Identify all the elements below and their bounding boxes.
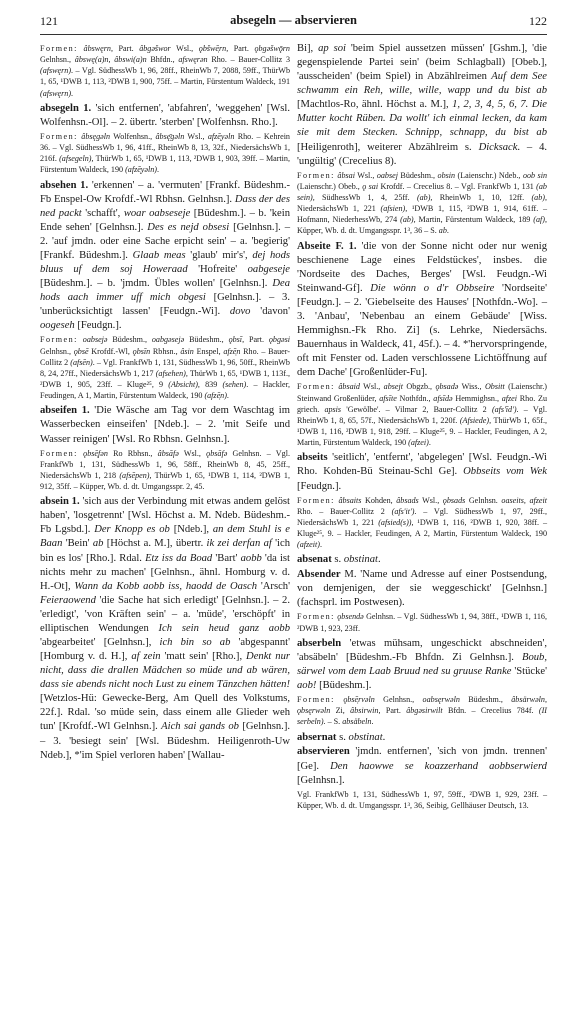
entry-text: [Büdeshm.]. xyxy=(316,680,372,692)
headword: absegeln 1. xyxy=(40,102,92,114)
italic-text: oob sin xyxy=(522,170,547,180)
entry-text: [Feudgn.]. xyxy=(297,480,342,492)
italic-text: âsin xyxy=(180,346,194,356)
entry-text: 'Gewölbe'. – Vilmar 2, Bauer-Collitz 2 xyxy=(341,404,492,414)
entry-text: Wsl., xyxy=(354,170,377,180)
italic-text: afzei xyxy=(501,393,518,403)
entry-text: [Gelnhsn.]. xyxy=(297,774,345,786)
italic-text: afzē̜n xyxy=(223,346,241,356)
forms-label: Formen: xyxy=(297,382,335,392)
italic-text: âbsaits xyxy=(338,495,362,505)
dictionary-entry xyxy=(297,745,547,787)
italic-text: obstinat xyxy=(348,731,383,743)
entry-text: , Part. xyxy=(378,706,407,716)
italic-text: âbsęgəln xyxy=(81,131,111,141)
italic-text: oogeseh xyxy=(40,320,75,332)
italic-text: dovo xyxy=(229,306,251,318)
italic-text: ǫbsadə xyxy=(435,382,459,392)
entry-text: . – Vgl. FrankfWb 1, 131, SüdhessWb 1, 96, 50ff., RheinWb 8, 24, 27ff., NiedersächsWb 1, 217 xyxy=(40,357,290,378)
page-number-left: 121 xyxy=(40,14,58,28)
dictionary-entry xyxy=(40,495,290,762)
italic-text: Der Knopp es ob xyxy=(94,524,170,536)
italic-text: (II serbeln) xyxy=(297,706,547,727)
entry-text: Gelnhsn. xyxy=(465,495,502,505)
italic-text: afsīte xyxy=(379,393,397,403)
entry-text: 'matt sein' [Rho.], xyxy=(160,651,247,663)
entry-text: 'Bein' xyxy=(62,538,93,550)
forms-label: Formen: xyxy=(297,612,335,622)
italic-text: (afs'īd') xyxy=(491,404,517,414)
italic-text: ǫbsē xyxy=(73,346,89,356)
dictionary-entry xyxy=(297,637,547,693)
italic-text: afswęrən xyxy=(178,55,208,65)
entry-text: , ¹DWB 1, 116, ²DWB 1, 920, 38ff. – Kluge²⁵, 9. – Hackler, Feudingen, A 2, Martin, Fürstentum Waldeck, 190 xyxy=(297,517,547,539)
entry-text: . xyxy=(319,540,322,550)
italic-text: (afsien) xyxy=(380,204,406,214)
italic-text: oabsejə xyxy=(82,335,108,345)
forms-label: Formen: xyxy=(40,44,78,53)
headword: abserbeln xyxy=(297,637,342,649)
entry-text: , 839 xyxy=(197,380,223,390)
entry-text: 'sich aus der Verbindung mit etwas andem gelöst haben', 'losgetrennt' [Wsl. Höchst a. M. Ndeb. Büdeshm.-Fb Lgsbd.]. xyxy=(40,496,290,536)
entry-text: 'abgespannt' [Homburg v. d. H.], xyxy=(40,637,290,663)
italic-text: ǫ sai xyxy=(362,181,379,191)
italic-text: af zein xyxy=(131,651,161,663)
headword: abservieren xyxy=(297,746,350,758)
italic-text: ab xyxy=(92,538,104,550)
italic-text: Feieraowend xyxy=(40,594,96,606)
entry-text: [Ndeb.], xyxy=(169,524,213,536)
italic-text: Obsitt xyxy=(484,382,505,392)
entry-text: . – 4. 'ungültig' (Crecelius 8). xyxy=(297,141,548,167)
italic-text: (Absicht) xyxy=(168,380,198,390)
entry-text: Kohden, xyxy=(361,495,397,505)
entry-text: . xyxy=(446,226,449,236)
entry-text: Bfdn. – Crecelius 784f. xyxy=(442,706,539,716)
running-title: absegeln — abservieren xyxy=(230,13,357,27)
entry-text: , xyxy=(523,495,530,505)
entry-text: [Gelnhsn.]. – 3. 'unberücksichtigt lassen' [Feudgn.-Wi]. xyxy=(40,292,290,318)
right-column xyxy=(297,42,547,814)
entry-text: . xyxy=(428,438,431,448)
italic-text: afzeit xyxy=(529,495,547,505)
italic-text: (ab) xyxy=(416,193,431,203)
italic-text: oabsej xyxy=(376,170,398,180)
entry-text: Obgzb., xyxy=(403,382,436,392)
italic-text: absejt xyxy=(383,382,404,392)
entry-text: 'da ist nichts mehr zu machen' [Gelnhsn., ähnl. Homburg v. d. H.-Ot], xyxy=(40,552,291,592)
italic-text: afsīdə xyxy=(433,393,453,403)
entry-text: 'Stücke' xyxy=(511,665,547,677)
headword: abseits xyxy=(297,452,328,464)
italic-text: (afswęrn) xyxy=(40,66,72,76)
entry-text: [Wetzlos-Hü: Gewecke-Berg, Am Quell des Volkstums, 22f.]. Rdal. 'so müde sein, dass einem alle Glieder weh tun' [Krofdf.-Wl Gelnhsn.]. xyxy=(40,693,290,733)
entry-text: 'Arsch' xyxy=(257,580,290,592)
entry-text: Wsl., xyxy=(178,448,207,458)
italic-text: apsis xyxy=(324,404,342,414)
forms-block xyxy=(40,43,290,99)
entry-text: , ThürWb 1, 65, ¹DWB 1, 113, ²DWB 1, 903, 39ff. – Martin, Fürstentum Waldeck, 190 xyxy=(40,154,290,175)
forms-block xyxy=(297,694,547,727)
page-number-right: 122 xyxy=(529,14,547,28)
entry-text: Büdeshm., xyxy=(107,335,152,345)
italic-text: (afsehen) xyxy=(155,368,186,378)
entry-text: Enspel, xyxy=(193,346,224,356)
italic-text: (af) xyxy=(533,215,545,225)
entry-text: Gelnhsn. – Vgl. FrankfWb 1, 131, SüdhessWb 1, 96, 58ff., RheinWb 8, 45, 25ff., NiedersächsWb 1, 218 xyxy=(40,448,290,480)
italic-text: âbsāfə xyxy=(157,448,179,458)
headword: Abseite F. 1. xyxy=(297,240,357,252)
entry-text: , SüdhessWb 1, 4, 25ff. xyxy=(312,193,417,203)
entry-text: , ThürWb 1, 65f., ¹DWB 1, 116, ²DWB 1, 918, 29ff. – Kluge²⁵, 9. – Hackler, Feudingen, A 2, Martin, Fürstentum Waldeck, 190 xyxy=(297,415,547,448)
italic-text: Obbseits vom Wek xyxy=(463,466,548,478)
italic-text: (ab) xyxy=(531,193,545,203)
entry-text: , xyxy=(544,695,547,705)
italic-text: obsin xyxy=(437,170,456,180)
entry-text: , Küpper, Wb. d. dt. Umgangsspr. 1³, 36 – S. xyxy=(297,215,547,236)
entry-text: 'seitlich', 'entfernt', 'abgelegen' [Wsl. Feudgn.-Wi Rho. Kohden-Bü Steinau-Schl Ge]. xyxy=(297,452,547,478)
entry-text: Wsl., xyxy=(418,495,443,505)
entry-text: 'Nordseite' [Feudgn.]. – 2. 'Giebelseite des Hauses' [Nothfdn.-Wo]. – 3. 'Anbau', 'Nebenbau an einem Gebäude' [Wiss. Hemmighsn.-Fk Rho. Zi] (s. Lehrke, Niedersächs. Bauernhaus in Waldeck, 41, 45f.). – 4. *'hervorspringende, oft mit Fenster od. Laden verschlossene Lichtöffnung auf dem Dache' [Großenlüder-Fu]. xyxy=(297,282,547,379)
entry-text: Rho. – Bauer-Collitz 3 xyxy=(207,55,291,65)
entry-text: 'ich bin es los' [Rho.]. Rdal. xyxy=(40,538,290,564)
italic-text: âbsaid xyxy=(338,382,360,392)
entry-text: Rho. – Bauer-Collitz 2 xyxy=(40,346,290,367)
italic-text: Glaab meas xyxy=(132,249,186,261)
entry-text: (Laienschr.) Obeb., xyxy=(297,181,363,191)
forms-label: Formen: xyxy=(40,448,78,458)
entry-text: Rho. Zu griech. xyxy=(297,393,548,414)
entry-text: . xyxy=(371,717,374,727)
entry-text: , Part. xyxy=(242,335,269,345)
forms-block xyxy=(40,334,290,401)
italic-text: Dea hods aach immer uff mich obgesi xyxy=(40,278,290,304)
entry-text: Nothfdn., xyxy=(396,393,434,403)
forms-label: Formen: xyxy=(297,170,335,180)
italic-text: Aich sai gands ob xyxy=(161,721,239,733)
italic-text: Wann da Kobb aobb iss, haodd de Oasch xyxy=(74,580,258,592)
entry-text: 'die von der Sonne nicht oder nur wenig beschienene Lage eines Feldstückes', insbes. die 'Nordseite des Daches, Berges' [Wsl. Feudgn.-Wi Steinwand-Gf]. xyxy=(297,240,547,294)
running-header xyxy=(40,14,547,30)
entry-text: [Gelnhsn.]. – 3. 'besiegt sein' [Wsl. Büdeshm. Heiligenroth-Uw Ndeb.], *'im Spiel verloren haben' [Wallau- xyxy=(40,721,290,761)
italic-text: woar oabseseje xyxy=(123,207,191,219)
italic-text: oaseits xyxy=(501,495,524,505)
entry-text: . – Vgl. SüdhessWb 1, 96, 28ff., RheinWb 7, 2088, 59ff., ThürWb 1, 65, ¹DWB 1, 113, ²DWB 1, 900, 75ff. – Martin, Fürstentum Waldeck, 191 xyxy=(40,66,290,87)
forms-block xyxy=(40,131,290,176)
entry-text: Wolfenhsn., xyxy=(110,131,156,141)
italic-text: ap soi xyxy=(318,43,346,54)
forms-block xyxy=(297,789,547,811)
italic-text: âbsirwin xyxy=(350,706,379,716)
italic-text: ab xyxy=(438,226,447,236)
italic-text: (sehen) xyxy=(222,380,247,390)
entry-text: . xyxy=(226,391,229,401)
entry-text: . xyxy=(157,165,160,175)
italic-text: oabgeseje xyxy=(247,264,290,276)
italic-text: Die wönn o d'r Obbseire xyxy=(370,282,495,294)
entry-text: Krofdf.-Wl, xyxy=(88,346,133,356)
entry-text: Wiss., xyxy=(458,382,485,392)
left-column xyxy=(40,42,290,764)
entry-text: 'glaub' mir's', xyxy=(185,249,253,261)
italic-text: aobb xyxy=(240,552,262,564)
forms-block xyxy=(40,448,290,493)
entry-text: Büdeshm., xyxy=(459,695,512,705)
entry-text: (Laienschr.) Ndeb., xyxy=(455,170,523,180)
italic-text: ǫbsads xyxy=(442,495,466,505)
headword: absenat xyxy=(297,554,332,566)
entry-text: 'jmdn. entfernen', 'sich von jmdn. trennen' [Ge]. xyxy=(297,746,547,772)
forms-block xyxy=(297,170,547,237)
entry-text: [Höchst a. M.], übertr. xyxy=(103,538,207,550)
entry-text: , NiedersächsWb 1, 221 xyxy=(297,193,547,214)
italic-text: (afsegeln) xyxy=(59,154,92,164)
dictionary-entry xyxy=(40,404,290,446)
italic-text: ǫbsē̜rvəln xyxy=(343,695,375,705)
entry-text: 'sich entfernen', 'abfahren', 'weggehen' [Wsl. Wolfenhsn.-Ol]. – 2. übertr. 'sterben' [Wolfenhsn. Rho.]. xyxy=(40,102,290,128)
entry-text: 'erkennen' – a. 'vermuten' [Frankf. Büdeshm.-Fb Enspel-Ow Krofdf.-Wl Rbhsn. Gelnhsn.]. xyxy=(40,179,290,205)
entry-text: Büdeshm., xyxy=(397,170,438,180)
italic-text: (afs'it') xyxy=(391,506,415,516)
italic-text: (afsied(s)) xyxy=(378,517,412,527)
entry-text: 'davon' xyxy=(250,306,290,318)
entry-text: Gelnhsn., xyxy=(40,55,75,65)
italic-text: ǫbgəsi xyxy=(268,335,290,345)
italic-text: âbsärwəln xyxy=(511,695,545,705)
headword: absein 1. xyxy=(40,496,80,508)
entry-text: [Machtlos-Ro, ähnl. Höchst a. M.], xyxy=(297,99,453,111)
forms-label: Formen: xyxy=(40,335,78,345)
entry-text: Rbhsn., xyxy=(150,346,181,356)
dictionary-entry xyxy=(297,553,547,567)
italic-text: âbsai xyxy=(337,170,355,180)
entry-text: s. xyxy=(336,731,349,743)
entry-text: Hemmighsn., xyxy=(452,393,502,403)
entry-text: Rho. – Bauer-Collitz 2 xyxy=(297,506,392,516)
headword: abseifen 1. xyxy=(40,405,90,417)
italic-text: ǫbsendə xyxy=(337,612,364,622)
forms-label: Formen: xyxy=(297,695,335,705)
entry-text: Wsl., xyxy=(170,44,199,53)
entry-text: 'Bart' xyxy=(212,552,241,564)
italic-text: Auf dem See schwamm ein Reh, wille, wille, wapp und du bist ab xyxy=(297,71,548,97)
italic-text: Denkt nur nicht, dass die drallen Mädchen so müde und ab wären, dass sie abends nicht noch Lust zu einem Tänzchen hätten! xyxy=(40,651,290,691)
entry-text: M. 'Name und Adresse auf einer Postsendung, von demjenigen, der sie weggeschickt' [Gelnhsn.] (fachsprl. im Postwesen). xyxy=(297,569,547,609)
entry-text: 'Die Wäsche am Tag vor dem Waschtag im Wasserbecken einseifen' [Ndeb.]. – 2. 'mit Seife und Wasser reinigen' [Wsl. Ro Rbhsn. Gelnhsn.]. xyxy=(40,405,290,445)
italic-text: (afzē̜n) xyxy=(204,391,227,401)
italic-text: Dass der des ned packt xyxy=(40,193,290,219)
dictionary-entry xyxy=(297,568,547,610)
entry-text: . xyxy=(377,554,381,566)
entry-text: , Martin, Fürstentum Waldeck, 189 xyxy=(413,215,534,225)
dictionary-entry xyxy=(297,240,547,381)
italic-text: Etz iss da Boad xyxy=(145,552,213,564)
entry-text: Gelnhsn., xyxy=(40,346,74,356)
italic-text: (afsēpen) xyxy=(119,470,150,480)
entry-text: . – Vgl. RheinWb 1, 8, 65, 57f., NiedersächsWb 1, 220f. xyxy=(297,404,547,425)
italic-text: Boub, särwel vom dem Laab Bruud ned su gruuse Ranke xyxy=(297,651,547,677)
dictionary-entry xyxy=(40,102,290,130)
forms-block xyxy=(297,495,547,551)
headword: absehen 1. xyxy=(40,179,89,191)
entry-text: . – Hackler, Feudingen, A 1, Martin, Fürstentum Waldeck, 190 xyxy=(40,380,290,401)
entry-text: [Heiligenroth], weiterer Abzählreim s. xyxy=(297,141,479,153)
entry-text: Gelnhsn., xyxy=(374,695,423,705)
italic-text: Ich sein heud ganz aobb xyxy=(158,622,290,634)
italic-text: Des es nejd obsesi xyxy=(147,221,230,233)
dictionary-entry xyxy=(40,179,290,334)
entry-text: Wsl., xyxy=(359,382,384,392)
entry-text: 'abgearbeitet' [Gelnhsn.], xyxy=(40,637,160,648)
italic-text: (afzei) xyxy=(408,438,429,448)
entry-text: Büdeshm., xyxy=(184,335,229,345)
entry-text: 'etwas mühsam, ungeschickt abschneiden', 'absäbeln' [Büdeshm.-Fb Bhfdn. Zi Gelnhsn.]. xyxy=(297,637,547,663)
entry-text: [Büdeshm.]. – b. 'kein Ende sehen' [Gelnhsn.]. xyxy=(40,207,290,233)
italic-text: oabgəsejə xyxy=(151,335,185,345)
forms-label: Formen: xyxy=(297,495,335,505)
italic-text: Dicksack xyxy=(478,141,518,153)
entry-text: . – S. xyxy=(323,717,343,727)
entry-text: 'schafft', xyxy=(81,207,124,219)
entry-text: Ro Rbhsn., xyxy=(107,448,158,458)
entry-text: . – Vgl. SüdhessWb 1, 97, 29ff., NiedersächsWb 1, 221 xyxy=(297,506,547,527)
forms-block xyxy=(297,611,547,633)
entry-text: [Feudgn.]. xyxy=(74,320,122,332)
forms-label: Formen: xyxy=(40,131,78,141)
entry-text: . xyxy=(71,88,74,98)
entry-text: Vgl. FrankfWb 1, 131, SüdhessWb 1, 97, 59ff., ²DWB 1, 929, 23ff. – Küpper, Wb. d. dt. Umgangsspr. 1³, 36, Seibig, Gellhäuser Deutsch, 13. xyxy=(297,789,547,810)
header-rule xyxy=(40,34,547,35)
italic-text: ǫbsęrwəln xyxy=(297,706,331,716)
entry-text: , ThürWb 1, 65, ¹DWB 1, 114, ²DWB 1, 912, 35ff. – Küpper, Wb. d. dt. Umgangsspr. 2, 45. xyxy=(40,470,290,492)
entry-text: , ¹DWB 1, 115, ²DWB 1, 914, 61ff. – Hofmann, NiederhessWb, 274 xyxy=(297,204,548,225)
italic-text: dej hods bluus uf dem soj Howeraad xyxy=(40,249,290,276)
entry-text: , Part. xyxy=(226,44,255,53)
italic-text: (afzē̜yəln) xyxy=(125,165,157,175)
italic-text: ǫbsē̜fən xyxy=(83,448,108,458)
italic-text: âbgəsirwilt xyxy=(406,706,443,716)
italic-text: (afswęrn) xyxy=(40,88,72,98)
forms-block xyxy=(297,381,547,448)
italic-text: âbsę̄gəln xyxy=(155,131,185,141)
italic-text: an dem Stuhl is e Baan xyxy=(40,524,290,550)
dictionary-entry xyxy=(297,731,547,745)
italic-text: ǫbsīn xyxy=(132,346,151,356)
italic-text: (Afsiede) xyxy=(459,415,490,425)
italic-text: âbgəšwor xyxy=(139,44,171,53)
entry-text: Gelnhsn. – Vgl. SüdhessWb 1, 94, 38ff., ¹DWB 1, 116, ²DWB 1, 923, 23ff. xyxy=(297,612,547,633)
entry-text: Bhfdn., xyxy=(146,55,179,65)
dictionary-entry xyxy=(297,451,547,493)
italic-text: âbsads xyxy=(396,495,419,505)
dictionary-entry xyxy=(297,42,547,169)
italic-text: obstinat xyxy=(343,554,378,566)
italic-text: Den haowwe se koazzerhand aobbserwierd xyxy=(330,760,547,772)
italic-text: ǫbsāfə xyxy=(206,448,228,458)
italic-text: ǫbšwē̜rn xyxy=(198,44,227,53)
entry-text: Rho. – Kehrein 36. – Vgl. SüdhessWb 1, 96, 41ff., RheinWb 8, 13, 32f., NiedersächsWb 1, 216f. xyxy=(40,131,290,164)
italic-text: (afsēn) xyxy=(70,357,93,367)
entry-text: Wsl., xyxy=(184,131,208,141)
italic-text: absäbeln xyxy=(342,717,372,727)
entry-text: 'Hofreite' xyxy=(187,264,248,276)
entry-text: Zi, xyxy=(330,706,351,716)
italic-text: aob! xyxy=(297,680,317,692)
entry-text: Krofdf. – Crecelius 8. – Vgl. FrankfWb 1, 131 xyxy=(378,181,537,191)
entry-text: , Part. xyxy=(110,44,140,53)
entry-text: , RheinWb 1, 10, 12ff. xyxy=(430,193,532,203)
italic-text: (ab sein) xyxy=(297,181,547,203)
italic-text: (afzeit) xyxy=(297,540,320,550)
italic-text: ǫbgəšwǭrn xyxy=(254,44,290,53)
italic-text: afzē̜yəln xyxy=(207,131,235,141)
entry-text: 'die Sache hat sich erledigt' [Gelnhsn.]. – 2. 'erledigt', 'von Kräften sein' – a. 'müde', 'erschöpft' in elliptischen Wendungen xyxy=(40,594,290,634)
italic-text: ich bin so ab xyxy=(159,637,231,648)
entry-text: , ThürWb 1, 65, ¹DWB 1, 113f., ²DWB 1, 905, 23ff. – Kluge²⁵, 9 xyxy=(40,368,290,390)
headword: absernat xyxy=(297,731,337,743)
entry-text: . xyxy=(382,731,386,743)
italic-text: âbswęrn xyxy=(83,44,111,53)
entry-text: s. xyxy=(331,554,344,566)
entry-text: [Büdeshm.]. – b. 'jmdm. Übles wollen' [Gelnhsn.]. xyxy=(40,278,273,290)
italic-text: âbswę(a)n, âbswi(a)n xyxy=(74,55,147,65)
headword: Absender xyxy=(297,569,341,581)
entry-text: Bi], xyxy=(297,43,319,54)
entry-text: [Gelnhsn.]. – 2. 'auf jmdn. oder eine Sache erpicht sein' – a. 'begierig' [Frankf. Büdeshm.]. xyxy=(40,221,291,261)
italic-text: (ab) xyxy=(400,215,414,225)
italic-text: ǫbsī xyxy=(228,335,243,345)
italic-text: ik zei derfan af xyxy=(206,538,272,550)
entry-text: (Laienschr.) Steinwand Großenlüder, xyxy=(297,382,548,403)
italic-text: 1, 2, 3, 4, 5, 6, 7. Die Mutter kocht Rüben. Da wollt' ich einmal lecken, da kam sie mit dem Stecken. Schnipp, schnapp, du bist ab xyxy=(297,99,548,139)
entry-text: 'beim Spiel aussetzen müssen' [Gshm.], 'die gegenspielende Partei sein' (beim Schlagball) [Obeb.], 'ausscheiden' (beim Spiel) in Abzählreimen xyxy=(297,43,547,83)
italic-text: oabsęrwəln xyxy=(422,695,460,705)
